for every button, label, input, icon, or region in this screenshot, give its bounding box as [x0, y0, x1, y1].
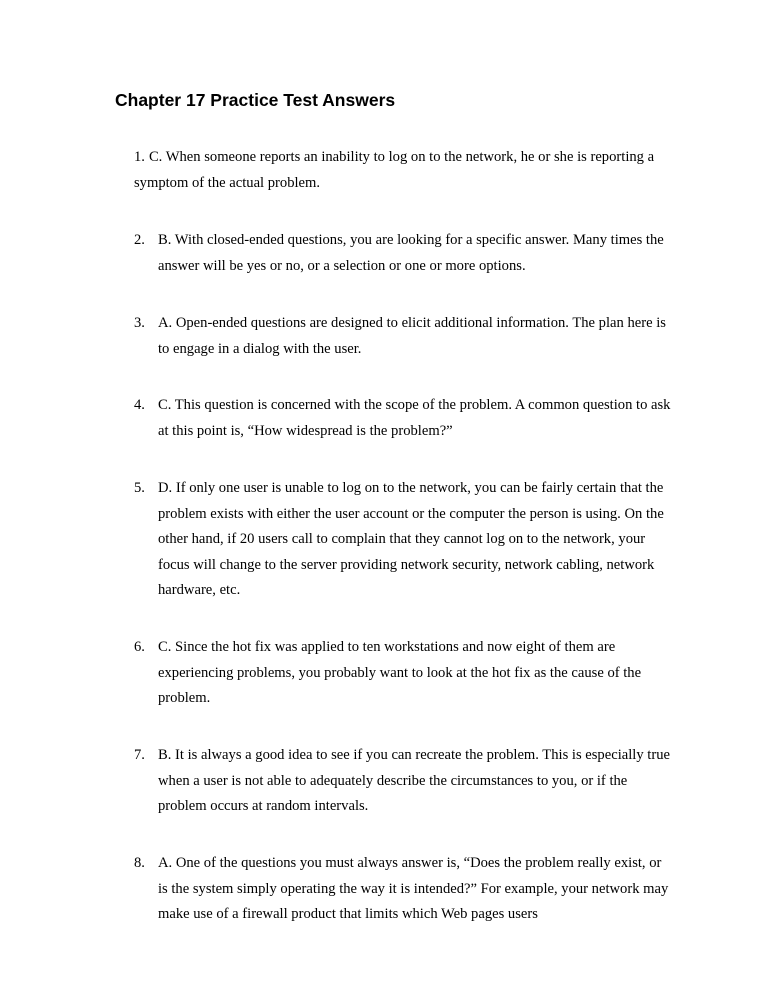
- answer-5: [134, 476, 674, 604]
- answer-text: A. Open-ended questions are designed to elicit additional information. The plan here is to engage in a dialog with the user.: [158, 315, 666, 357]
- answer-text: D. If only one user is unable to log on to the network, you can be fairly certain that the problem exists with either the user account or the computer the person is using. On the other hand, if 20 users call to complain that they cannot log on to the network, your focus will change to the server providing network security, network cabling, network hardware, etc.: [158, 480, 664, 598]
- answer-text: C. This question is concerned with the scope of the problem. A common question to ask at this point is, “How widespread is the problem?”: [158, 397, 671, 439]
- answer-2: [134, 228, 674, 279]
- answer-text: C. Since the hot fix was applied to ten workstations and now eight of them are experiencing problems, you probably want to look at the hot fix as the cause of the problem.: [158, 639, 642, 706]
- answer-text: A. One of the questions you must always answer is, “Does the problem really exist, or is the system simply operating the way it is intended?” For example, your network may make use of a firewall product that limits which Web pages users: [158, 855, 669, 922]
- answer-3: [134, 311, 674, 362]
- answer-number: 5.: [134, 480, 145, 496]
- answer-number: 6.: [134, 639, 145, 655]
- answer-number: 7.: [134, 747, 145, 763]
- page-title: Chapter 17 Practice Test Answers: [115, 90, 396, 110]
- answer-1: [134, 145, 674, 196]
- answer-number: 3.: [134, 315, 145, 331]
- answer-number: 1.: [134, 149, 145, 165]
- answer-text: B. With closed-ended questions, you are looking for a specific answer. Many times the answer will be yes or no, or a selection or one or more options.: [158, 232, 664, 274]
- answer-number: 2.: [134, 232, 145, 248]
- answer-7: [134, 743, 674, 820]
- answer-number: 8.: [134, 855, 145, 871]
- answer-text: C. When someone reports an inability to log on to the network, he or she is reporting a symptom of the actual problem.: [134, 149, 655, 191]
- answer-text: B. It is always a good idea to see if you can recreate the problem. This is especially true when a user is not able to adequately describe the circumstances to you, or if the problem occurs at random intervals.: [158, 747, 670, 814]
- answer-8: [134, 851, 674, 928]
- answer-4: [134, 393, 674, 444]
- answer-number: 4.: [134, 397, 145, 413]
- answer-6: [134, 635, 674, 712]
